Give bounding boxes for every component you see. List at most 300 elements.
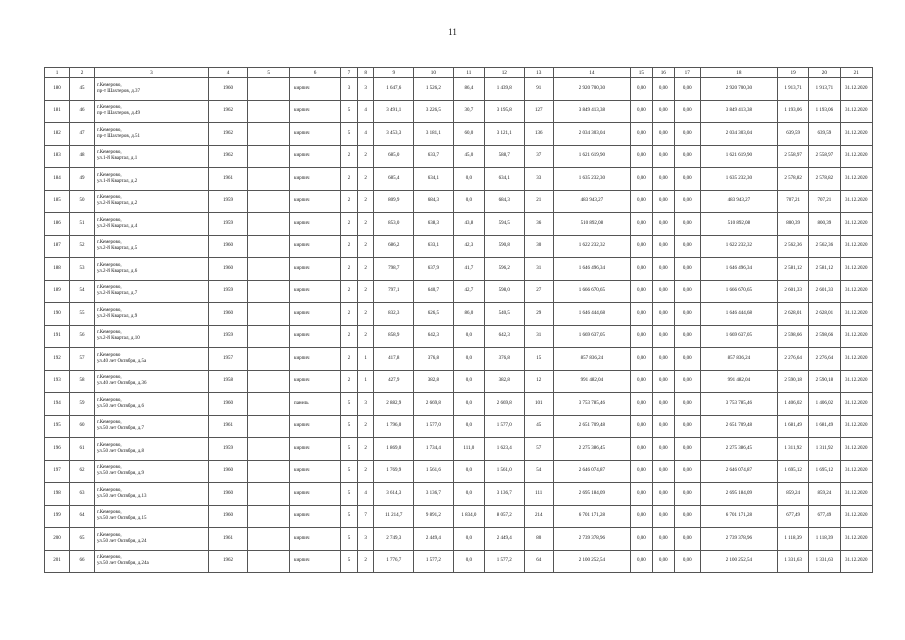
table-cell: 2 — [341, 325, 358, 348]
table-cell: 31.12.2020 — [840, 145, 872, 168]
table-cell: 633,1 — [414, 235, 454, 258]
table-cell: 31.12.2020 — [840, 483, 872, 506]
table-cell: 2 034 303,04 — [553, 123, 630, 146]
table-row — [45, 235, 873, 258]
table-cell — [248, 145, 290, 168]
table-cell: 111 — [524, 483, 553, 506]
table-cell: кирпич — [290, 348, 341, 371]
table-cell: кирпич — [290, 235, 341, 258]
table-cell: кирпич — [290, 370, 341, 393]
table-cell: кирпич — [290, 438, 341, 461]
table-cell: 3 — [357, 393, 374, 416]
table-cell: 31.12.2020 — [840, 235, 872, 258]
table-cell: 1 834,0 — [453, 505, 484, 528]
table-cell: 2 100 252,54 — [553, 550, 630, 573]
table-cell: 2 739 378,96 — [700, 528, 777, 551]
column-number-cell: 1 — [45, 68, 70, 78]
table-cell: 2 — [341, 190, 358, 213]
table-cell: 31.12.2020 — [840, 370, 872, 393]
table-cell: 12 — [524, 370, 553, 393]
column-number-cell: 2 — [70, 68, 95, 78]
table-cell: 2 598,66 — [809, 325, 840, 348]
table-cell: 376,8 — [484, 348, 524, 371]
housing-register-table — [44, 67, 873, 573]
table-cell: 5 — [341, 550, 358, 573]
table-cell — [248, 483, 290, 506]
table-cell: 1959 — [208, 280, 248, 303]
table-cell: 5 — [341, 100, 358, 123]
table-cell: 0,00 — [652, 505, 674, 528]
table-cell: 638,3 — [414, 213, 454, 236]
table-cell: 0,00 — [674, 168, 700, 191]
table-cell: 1 439,8 — [484, 78, 524, 101]
table-cell: 1 561,6 — [414, 460, 454, 483]
address-cell: г.Кемерово, ул.50 лет Октября, д.9 — [95, 460, 209, 483]
table-cell: 15 — [524, 348, 553, 371]
address-cell: г.Кемерово, ул.2-й Квартал, д.10 — [95, 325, 209, 348]
table-row — [45, 415, 873, 438]
table-cell: 1 646 444,68 — [553, 303, 630, 326]
address-cell: г.Кемерово, ул.2-й Квартал, д.4 — [95, 213, 209, 236]
table-cell: 1959 — [208, 190, 248, 213]
table-cell: 0,00 — [652, 483, 674, 506]
table-cell: 626,5 — [414, 303, 454, 326]
table-cell: 0,00 — [630, 235, 652, 258]
table-cell: 853,0 — [374, 213, 414, 236]
table-cell: кирпич — [290, 550, 341, 573]
column-number-cell: 4 — [208, 68, 248, 78]
table-cell: 3 849 413,38 — [700, 100, 777, 123]
table-row — [45, 123, 873, 146]
table-cell: 186 — [45, 213, 70, 236]
table-cell: 27 — [524, 280, 553, 303]
table-cell: 1 577,2 — [414, 550, 454, 573]
table-cell: 3 136,7 — [484, 483, 524, 506]
table-cell: 1 623,4 — [484, 438, 524, 461]
table-cell: 0,0 — [453, 370, 484, 393]
table-cell: 183 — [45, 145, 70, 168]
table-cell: 1962 — [208, 123, 248, 146]
table-cell: 0,00 — [674, 235, 700, 258]
table-cell: 2 601,33 — [809, 280, 840, 303]
table-cell: 1 311,92 — [809, 438, 840, 461]
table-cell: 588,7 — [484, 145, 524, 168]
table-cell: 199 — [45, 505, 70, 528]
table-cell: кирпич — [290, 325, 341, 348]
table-cell: 417,8 — [374, 348, 414, 371]
table-cell: 0,00 — [630, 370, 652, 393]
table-cell: 685,0 — [374, 145, 414, 168]
table-cell: 634,1 — [484, 168, 524, 191]
table-cell: 0,00 — [652, 325, 674, 348]
column-number-cell: 16 — [652, 68, 674, 78]
table-cell: 2 749,3 — [374, 528, 414, 551]
table-cell: 3 491,1 — [374, 100, 414, 123]
address-cell: г.Кемерово, ул.40 лет Октября, д.36 — [95, 370, 209, 393]
table-cell: 1 635 232,30 — [553, 168, 630, 191]
table-cell: 30 — [524, 235, 553, 258]
table-cell: 198 — [45, 483, 70, 506]
table-cell: кирпич — [290, 460, 341, 483]
table-cell: кирпич — [290, 415, 341, 438]
table-cell: 6 701 171,28 — [700, 505, 777, 528]
table-row — [45, 168, 873, 191]
table-cell: 2 601,33 — [777, 280, 808, 303]
table-cell: 63 — [70, 483, 95, 506]
table-cell: 2 — [357, 168, 374, 191]
table-cell: 42,7 — [453, 280, 484, 303]
table-cell: 1 669 637,05 — [700, 325, 777, 348]
table-cell: 188 — [45, 258, 70, 281]
table-cell: 1 646 496,34 — [700, 258, 777, 281]
address-cell: г.Кемерово, ул.50 лет Октября, д.8 — [95, 438, 209, 461]
table-cell: 707,21 — [777, 190, 808, 213]
table-row — [45, 258, 873, 281]
table-cell: 0,00 — [630, 303, 652, 326]
table-cell: 1 646 496,34 — [553, 258, 630, 281]
address-cell: г.Кемерово, ул.2-й Квартал, д.2 — [95, 190, 209, 213]
table-cell: 58 — [70, 370, 95, 393]
table-cell: 0,00 — [674, 213, 700, 236]
table-cell: кирпич — [290, 213, 341, 236]
table-cell: 31.12.2020 — [840, 325, 872, 348]
table-cell: 1 118,39 — [809, 528, 840, 551]
table-cell: 2 449,4 — [484, 528, 524, 551]
table-cell: 31.12.2020 — [840, 168, 872, 191]
table-cell: 33 — [524, 168, 553, 191]
table-cell: 2 651 709,48 — [553, 415, 630, 438]
table-cell: 60,0 — [453, 123, 484, 146]
table-cell: 1960 — [208, 303, 248, 326]
table-cell: 1 118,39 — [777, 528, 808, 551]
table-cell: 1 669 637,05 — [553, 325, 630, 348]
table-cell: 1 331,63 — [777, 550, 808, 573]
table-cell: 483 943,27 — [553, 190, 630, 213]
table-cell: 2 — [357, 303, 374, 326]
table-cell: 1960 — [208, 235, 248, 258]
table-cell — [248, 168, 290, 191]
table-cell: 1962 — [208, 145, 248, 168]
table-cell: 0,00 — [652, 550, 674, 573]
table-cell: кирпич — [290, 168, 341, 191]
table-cell: 36 — [524, 213, 553, 236]
table-cell: 0,00 — [630, 393, 652, 416]
table-row — [45, 280, 873, 303]
table-cell: 3 — [357, 78, 374, 101]
table-cell: 192 — [45, 348, 70, 371]
table-cell: 2 628,01 — [777, 303, 808, 326]
table-cell: 49 — [70, 168, 95, 191]
table-cell: 1 577,2 — [484, 550, 524, 573]
table-cell — [248, 123, 290, 146]
table-cell: 0,00 — [652, 78, 674, 101]
table-cell: 3 614,3 — [374, 483, 414, 506]
table-cell: 0,0 — [453, 550, 484, 573]
table-cell: 0,00 — [630, 258, 652, 281]
table-cell: 1 769,9 — [374, 460, 414, 483]
table-cell: 45 — [70, 78, 95, 101]
table-cell: 2 920 700,30 — [700, 78, 777, 101]
table-row — [45, 483, 873, 506]
table-cell: 0,00 — [630, 190, 652, 213]
table-cell: 0,00 — [652, 213, 674, 236]
table-cell: 11 214,7 — [374, 505, 414, 528]
table-cell — [248, 348, 290, 371]
table-row — [45, 348, 873, 371]
table-cell: 594,5 — [484, 213, 524, 236]
table-cell: 1 635 232,30 — [700, 168, 777, 191]
table-cell: 1 577,0 — [484, 415, 524, 438]
address-cell: г.Кемерово, ул.50 лет Октября, д.15 — [95, 505, 209, 528]
table-cell: 0,00 — [674, 123, 700, 146]
table-cell: 182 — [45, 123, 70, 146]
table-cell: кирпич — [290, 303, 341, 326]
table-row — [45, 505, 873, 528]
table-cell: 31.12.2020 — [840, 123, 872, 146]
table-cell: 596,2 — [484, 258, 524, 281]
table-cell: 1 734,4 — [414, 438, 454, 461]
table-cell: 1 666 670,65 — [553, 280, 630, 303]
column-number-cell: 13 — [524, 68, 553, 78]
table-cell: 5 — [341, 438, 358, 461]
address-cell: г.Кемерово, ул.50 лет Октября, д.7 — [95, 415, 209, 438]
table-cell: 2 669,8 — [414, 393, 454, 416]
table-cell: 2 646 074,87 — [553, 460, 630, 483]
table-cell: 0,00 — [674, 303, 700, 326]
table-cell: 2 669,8 — [484, 393, 524, 416]
table-cell: 590,8 — [484, 235, 524, 258]
table-cell: 0,00 — [652, 235, 674, 258]
table-cell: 642,3 — [484, 325, 524, 348]
table-cell: 0,00 — [674, 438, 700, 461]
address-cell: г.Кемерово, ул.50 лет Октября, д.6 — [95, 393, 209, 416]
table-cell: 111,0 — [453, 438, 484, 461]
table-cell: 3 136,7 — [414, 483, 454, 506]
table-cell: 1960 — [208, 393, 248, 416]
table-cell: 0,00 — [652, 348, 674, 371]
table-cell: 42,3 — [453, 235, 484, 258]
table-cell: 2 695 184,09 — [553, 483, 630, 506]
column-number-cell: 21 — [840, 68, 872, 78]
table-cell: 2 581,12 — [777, 258, 808, 281]
table-row — [45, 213, 873, 236]
table-cell: 382,8 — [414, 370, 454, 393]
table-cell: 1 681,49 — [777, 415, 808, 438]
table-cell: 0,0 — [453, 168, 484, 191]
column-number-cell: 11 — [453, 68, 484, 78]
table-cell: 2 276,64 — [777, 348, 808, 371]
table-cell: 3 753 785,46 — [700, 393, 777, 416]
table-cell: 0,00 — [674, 393, 700, 416]
table-cell: 4 — [357, 483, 374, 506]
table-cell: 639,59 — [777, 123, 808, 146]
table-cell: 0,00 — [630, 325, 652, 348]
table-cell: 2 276,64 — [809, 348, 840, 371]
table-cell: кирпич — [290, 483, 341, 506]
table-cell: 201 — [45, 550, 70, 573]
table-cell: 0,00 — [674, 460, 700, 483]
table-cell: 0,00 — [674, 528, 700, 551]
table-cell: 0,00 — [674, 415, 700, 438]
table-cell: 2 100 252,54 — [700, 550, 777, 573]
table-cell: 3 121,1 — [484, 123, 524, 146]
table-cell: кирпич — [290, 145, 341, 168]
table-cell: 2 578,82 — [809, 168, 840, 191]
table-cell: 29 — [524, 303, 553, 326]
table-cell: 707,21 — [809, 190, 840, 213]
table-cell: 200 — [45, 528, 70, 551]
table-cell — [248, 303, 290, 326]
table-cell: 3 — [357, 528, 374, 551]
table-cell: 193 — [45, 370, 70, 393]
table-row — [45, 78, 873, 101]
table-cell — [248, 550, 290, 573]
table-cell: 0,00 — [630, 123, 652, 146]
table-cell: 1959 — [208, 438, 248, 461]
table-cell: 483 943,27 — [700, 190, 777, 213]
table-cell: 0,00 — [630, 438, 652, 461]
table-cell: 31.12.2020 — [840, 213, 872, 236]
table-row — [45, 550, 873, 573]
table-cell: 2 — [341, 303, 358, 326]
table-row — [45, 460, 873, 483]
table-cell: 1 561,0 — [484, 460, 524, 483]
table-cell: 2 — [357, 235, 374, 258]
table-cell: 2 — [357, 190, 374, 213]
table-cell: 136 — [524, 123, 553, 146]
table-cell: 859,24 — [777, 483, 808, 506]
table-cell: 0,0 — [453, 190, 484, 213]
table-cell: 2 — [341, 168, 358, 191]
table-cell: 2 562,36 — [809, 235, 840, 258]
table-cell: 0,00 — [674, 190, 700, 213]
table-cell: 30,7 — [453, 100, 484, 123]
table-cell: 0,00 — [674, 505, 700, 528]
table-cell: 0,0 — [453, 483, 484, 506]
table-cell: 2 562,36 — [777, 235, 808, 258]
table-cell: кирпич — [290, 505, 341, 528]
address-cell: г.Кемерово, пр-т Шахтеров, д.49 — [95, 100, 209, 123]
table-cell: 1960 — [208, 483, 248, 506]
column-number-cell: 15 — [630, 68, 652, 78]
table-cell: 1 621 619,90 — [700, 145, 777, 168]
address-cell: г.Кемерово, ул.50 лет Октября, д.24 — [95, 528, 209, 551]
table-cell: 2 695 184,09 — [700, 483, 777, 506]
table-cell: 31.12.2020 — [840, 78, 872, 101]
table-cell: 0,00 — [674, 325, 700, 348]
address-cell: г.Кемерово, пр-т Шахтеров, д.37 — [95, 78, 209, 101]
table-cell: 0,00 — [652, 438, 674, 461]
table-cell: 45,0 — [453, 145, 484, 168]
table-cell: 0,00 — [630, 78, 652, 101]
table-cell: 0,0 — [453, 325, 484, 348]
table-cell: 43,8 — [453, 213, 484, 236]
table-cell: кирпич — [290, 100, 341, 123]
table-cell: 1961 — [208, 528, 248, 551]
table-cell: 1 406,02 — [809, 393, 840, 416]
table-cell: 677,49 — [777, 505, 808, 528]
table-cell: 0,00 — [674, 258, 700, 281]
table-cell: 685,4 — [374, 168, 414, 191]
table-cell: 5 — [341, 483, 358, 506]
table-cell: 0,00 — [630, 528, 652, 551]
table-cell: 1 622 232,32 — [553, 235, 630, 258]
table-cell: 53 — [70, 258, 95, 281]
table-cell: 858,9 — [374, 325, 414, 348]
table-cell: 0,0 — [453, 348, 484, 371]
table-cell: 991 482,04 — [700, 370, 777, 393]
table-cell: 0,00 — [652, 100, 674, 123]
table-cell: 0,0 — [453, 415, 484, 438]
table-cell: 5 — [341, 393, 358, 416]
table-cell: 2 598,66 — [777, 325, 808, 348]
table-cell: 640,7 — [414, 280, 454, 303]
table-cell: 31 — [524, 325, 553, 348]
table-cell: 5 — [341, 123, 358, 146]
address-cell: г.Кемерово, пр-т Шахтеров, д.51 — [95, 123, 209, 146]
address-cell: г.Кемерово, ул.50 лет Октября, д.24а — [95, 550, 209, 573]
table-cell: 1 695,12 — [777, 460, 808, 483]
table-cell: 0,00 — [652, 190, 674, 213]
table-cell: 0,00 — [674, 483, 700, 506]
table-cell: 2 558,97 — [777, 145, 808, 168]
table-cell: 2 920 700,30 — [553, 78, 630, 101]
table-cell: 0,00 — [630, 280, 652, 303]
table-cell: 31.12.2020 — [840, 438, 872, 461]
table-cell: 0,00 — [674, 78, 700, 101]
table-cell: 1960 — [208, 258, 248, 281]
table-cell: 2 — [357, 550, 374, 573]
table-cell: 197 — [45, 460, 70, 483]
table-cell: 86,4 — [453, 78, 484, 101]
table-cell: 382,8 — [484, 370, 524, 393]
table-cell: 1 193,06 — [777, 100, 808, 123]
table-cell — [248, 393, 290, 416]
table-row — [45, 438, 873, 461]
table-cell: 0,0 — [453, 460, 484, 483]
table-cell: 1957 — [208, 348, 248, 371]
table-row — [45, 190, 873, 213]
table-cell: 8 057,2 — [484, 505, 524, 528]
table-cell: 195 — [45, 415, 70, 438]
table-cell: 5 — [341, 528, 358, 551]
table-cell: 1 577,0 — [414, 415, 454, 438]
table-cell: 31.12.2020 — [840, 280, 872, 303]
page-number: 11 — [448, 27, 457, 37]
table-cell: 800,39 — [777, 213, 808, 236]
table-cell: 0,00 — [674, 348, 700, 371]
table-cell: 2 628,01 — [809, 303, 840, 326]
table-cell: 0,00 — [630, 100, 652, 123]
column-number-cell: 3 — [95, 68, 209, 78]
table-cell: 540,5 — [484, 303, 524, 326]
table-cell: 1 913,71 — [777, 78, 808, 101]
table-cell: 634,1 — [414, 168, 454, 191]
table-cell: 0,00 — [674, 145, 700, 168]
table-cell: 0,00 — [652, 168, 674, 191]
address-cell: г.Кемерово, ул.50 лет Октября, д.13 — [95, 483, 209, 506]
table-cell — [248, 460, 290, 483]
column-number-cell: 12 — [484, 68, 524, 78]
table-cell: 677,49 — [809, 505, 840, 528]
table-cell: 798,7 — [374, 258, 414, 281]
table-cell: панель — [290, 393, 341, 416]
table-cell: 2 590,18 — [777, 370, 808, 393]
table-cell: 2 590,18 — [809, 370, 840, 393]
table-cell: 0,00 — [674, 100, 700, 123]
table-cell: 1 621 619,90 — [553, 145, 630, 168]
table-cell — [248, 438, 290, 461]
